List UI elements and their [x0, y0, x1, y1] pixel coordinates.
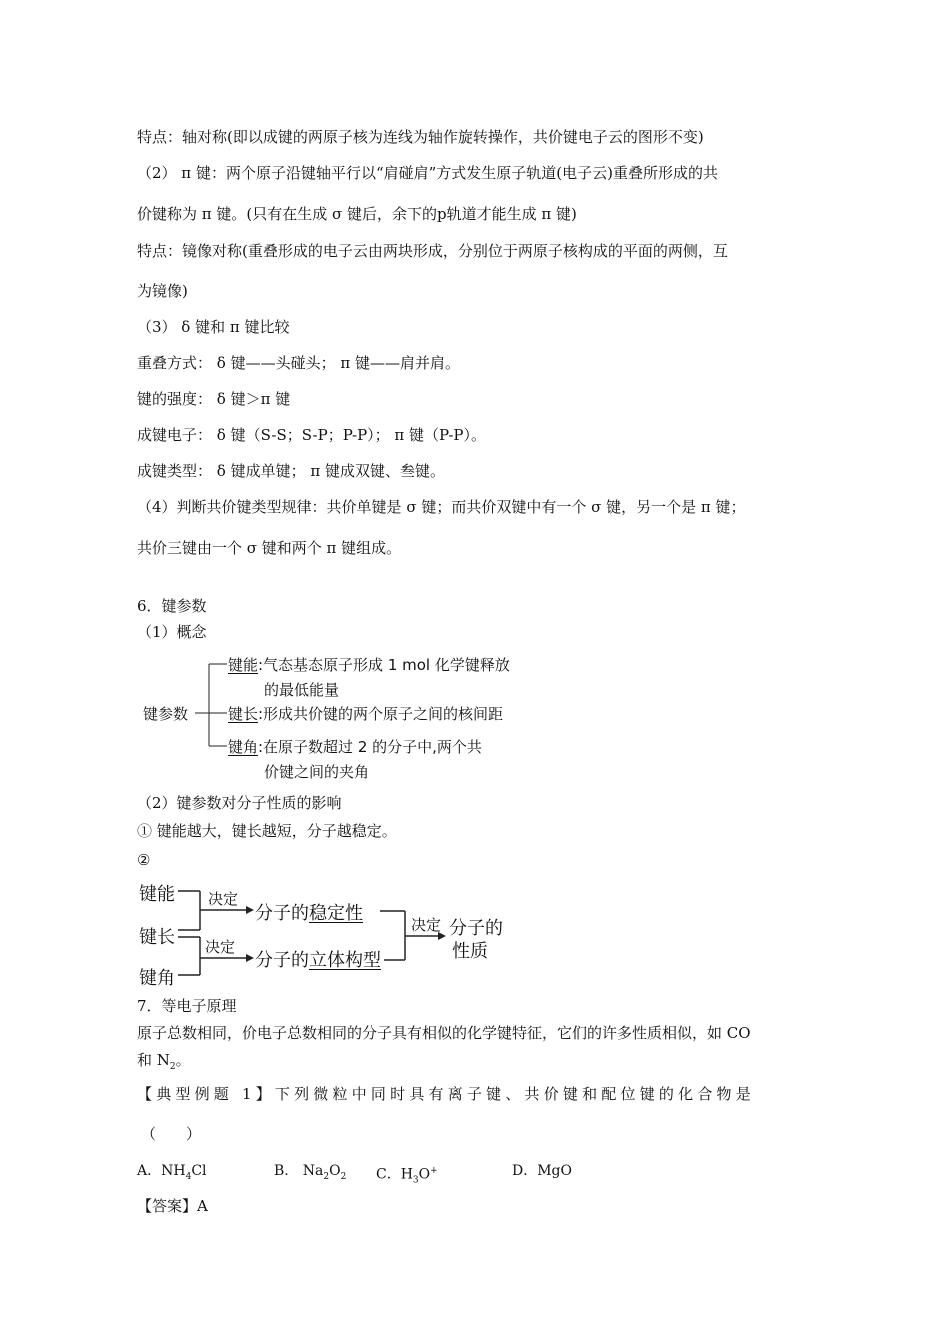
molecular-stability-prefix: 分子的 [255, 903, 309, 924]
answer-line: 【答案】A [137, 1197, 208, 1215]
option-text: O [329, 1163, 341, 1179]
molecular-property-label-cont: 性质 [452, 941, 488, 962]
option-c [376, 1161, 438, 1190]
option-text: O [418, 1166, 431, 1183]
text-line: 为镜像) [137, 282, 188, 300]
option-text: C．H [376, 1166, 413, 1183]
text-line: 成键类型： δ 键成单键； π 键成双键、叁键。 [137, 462, 445, 480]
text-line: 特点：镜像对称(重叠形成的电子云由两块形成，分别位于两原子核构成的平面的两侧，互 [137, 242, 728, 260]
text-line: 键的强度： δ 键＞π 键 [137, 390, 291, 408]
text-line: 共价三键由一个 σ 键和两个 π 键组成。 [137, 539, 402, 557]
bond-length-desc: :形成共价键的两个原子之间的核间距 [258, 705, 504, 723]
text-line: （3） δ 键和 π 键比较 [137, 318, 290, 336]
section-heading: 7．等电子原理 [137, 997, 237, 1015]
text-fragment: 。 [175, 1051, 191, 1069]
text-line: （2）键参数对分子性质的影响 [137, 794, 342, 812]
decide-label-1: 决定 [208, 890, 239, 908]
text-line: 重叠方式： δ 键——头碰头； π 键——肩并肩。 [137, 354, 460, 372]
decide-label-3: 决定 [411, 916, 442, 934]
text-line: 特点：轴对称(即以成键的两原子核为连线为轴作旋转操作，共价键电子云的图形不变) [137, 128, 704, 146]
molecular-geometry-prefix: 分子的 [255, 950, 309, 971]
option-d: D．MgO [512, 1163, 572, 1179]
option-text: B. Na [274, 1163, 324, 1179]
subscript: 2 [169, 1062, 176, 1072]
subscript: 2 [323, 1171, 330, 1182]
section-heading: 6．键参数 [137, 597, 207, 615]
bond-length-term: 键长 [228, 705, 259, 723]
option-text: A．NH [137, 1163, 186, 1179]
text-line: ① 键能越大，键长越短，分子越稳定。 [137, 822, 397, 840]
text-line: （4）判断共价键类型规律：共价单键是 σ 键；而共价双键中有一个 σ 键，另一个是 π 键； [137, 498, 746, 516]
superscript: + [430, 1166, 438, 1176]
text-line: ② [137, 851, 151, 869]
bond-angle-label: 键角 [139, 968, 175, 989]
molecular-geometry-term: 立体构型 [309, 950, 381, 971]
bond-angle-term: 键角 [228, 738, 259, 756]
molecular-geometry-label [255, 946, 381, 972]
text-fragment: 和 N [137, 1051, 170, 1069]
text-line: 原子总数相同，价电子总数相同的分子具有相似的化学键特征，它们的许多性质相似，如 CO [137, 1024, 751, 1042]
option-a [137, 1161, 207, 1187]
bond-energy-term: 键能 [228, 656, 259, 674]
molecular-property-label: 分子的 [449, 918, 503, 939]
diagram-root-label: 键参数 [143, 705, 189, 723]
bond-energy-desc-cont: 的最低能量 [264, 681, 340, 699]
decide-label-2: 决定 [205, 938, 236, 956]
text-line [137, 1050, 191, 1077]
option-text: Cl [191, 1163, 207, 1179]
bond-energy-label: 键能 [139, 884, 175, 905]
example-question: 【典型例题 1】下列微粒中同时具有离子键、共价键和配位键的化合物是 [137, 1085, 755, 1103]
text-line: 成键电子： δ 键（S-S；S-P；P-P）； π 键（P-P）。 [137, 426, 486, 444]
text-line: 价键称为 π 键。(只有在生成 σ 键后，余下的p轨道才能生成 π 键) [137, 205, 577, 223]
text-line: （1）概念 [137, 623, 207, 641]
subscript: 3 [412, 1175, 419, 1186]
molecular-stability-term: 稳定性 [309, 903, 363, 924]
option-b [274, 1161, 346, 1187]
subscript: 4 [185, 1171, 192, 1182]
bond-length-label: 键长 [139, 927, 175, 948]
molecular-stability-label [255, 899, 363, 925]
bond-angle-desc-cont: 价键之间的夹角 [264, 763, 370, 781]
bond-angle-desc: :在原子数超过 2 的分子中,两个共 [258, 738, 482, 756]
text-line: （2） π 键：两个原子沿键轴平行以“肩碰肩”方式发生原子轨道(电子云)重叠所形成的共 [137, 164, 718, 182]
subscript: 2 [340, 1171, 347, 1182]
answer-parenthesis: （ ） [141, 1125, 202, 1143]
bond-energy-desc: :气态基态原子形成 1 mol 化学键释放 [258, 656, 510, 674]
